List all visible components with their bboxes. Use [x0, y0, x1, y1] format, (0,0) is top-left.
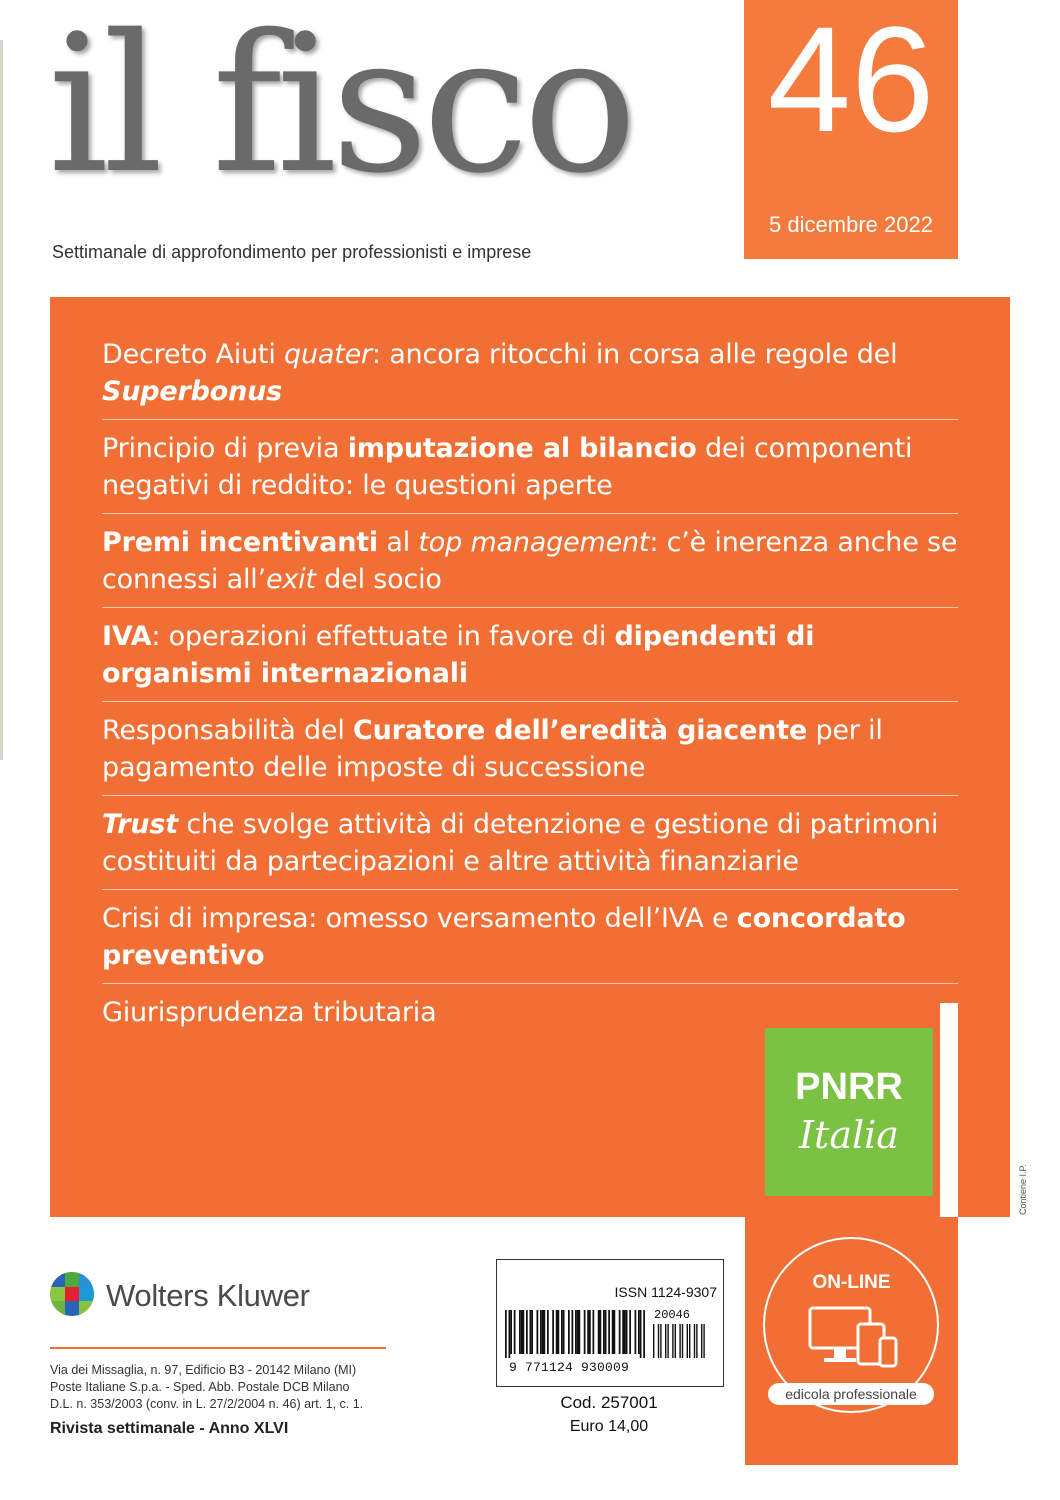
pnrr-badge[interactable] — [765, 1028, 933, 1196]
online-label: ON-LINE — [812, 1272, 891, 1293]
footer-rule — [50, 1347, 386, 1349]
toc-item[interactable]: Principio di previa imputazione al bilancio dei componenti negativi di reddito: le questioni aperte — [102, 429, 958, 514]
issn: ISSN 1124-9307 — [614, 1284, 717, 1300]
toc-item[interactable]: Decreto Aiuti quater: ancora ritocchi in corsa alle regole del Superbonus — [102, 335, 958, 420]
pnrr-title: PNRR — [795, 1066, 903, 1108]
address-line: D.L. n. 353/2003 (conv. in L. 27/2/2004 n. 46) art. 1, c. 1. — [50, 1397, 364, 1411]
issue-date: 5 dicembre 2022 — [769, 212, 933, 237]
address-line: Via dei Missaglia, n. 97, Edificio B3 - 20142 Milano (MI) — [50, 1363, 357, 1377]
toc-item[interactable]: IVA: operazioni effettuate in favore di dipendenti di organismi internazionali — [102, 617, 958, 702]
masthead-title: il fisco — [48, 0, 632, 215]
pnrr-subtitle: Italia — [799, 1113, 899, 1157]
masthead-subtitle: Settimanale di approfondimento per professionisti e imprese — [52, 242, 532, 262]
toc-item[interactable]: Giurisprudenza tributaria — [102, 997, 437, 1028]
edicola-pill[interactable]: edicola professionale — [768, 1383, 934, 1405]
devices-icon — [806, 1304, 900, 1372]
rivista-label: Rivista settimanale - Anno XLVI — [50, 1420, 289, 1437]
table-of-contents — [102, 335, 958, 1049]
toc-item[interactable]: Trust che svolge attività di detenzione e gestione di patrimoni costituiti da partecipazioni e altre attività finanziarie — [102, 805, 958, 890]
price: Euro 14,00 — [569, 1418, 649, 1435]
left-edge-rule — [0, 40, 3, 760]
barcode-icon — [505, 1310, 710, 1360]
toc-item[interactable]: Responsabilità del Curatore dell’eredità giacente per il pagamento delle imposte di successione — [102, 711, 958, 796]
barcode-digits: 9 771124 930009 — [509, 1360, 630, 1375]
issue-box — [744, 0, 958, 259]
wolters-kluwer-logo-icon — [50, 1272, 94, 1316]
issue-number: 46 — [767, 0, 935, 163]
toc-item[interactable]: Crisi di impresa: omesso versamento dell’IVA e concordato preventivo — [102, 899, 958, 984]
publisher-address — [50, 1362, 363, 1413]
toc-item[interactable]: Premi incentivanti al top management: c’è inerenza anche se connessi all’exit del socio — [102, 523, 958, 608]
issue-code: 20046 — [654, 1308, 691, 1322]
product-code: Cod. 257001 — [560, 1393, 658, 1412]
panel-notch — [940, 1003, 958, 1217]
address-line: Poste Italiane S.p.a. - Sped. Abb. Postale DCB Milano — [50, 1380, 350, 1394]
publisher-name: Wolters Kluwer — [106, 1278, 310, 1313]
side-note: Contiene I.P. — [1018, 1164, 1028, 1215]
barcode-box — [496, 1259, 724, 1387]
